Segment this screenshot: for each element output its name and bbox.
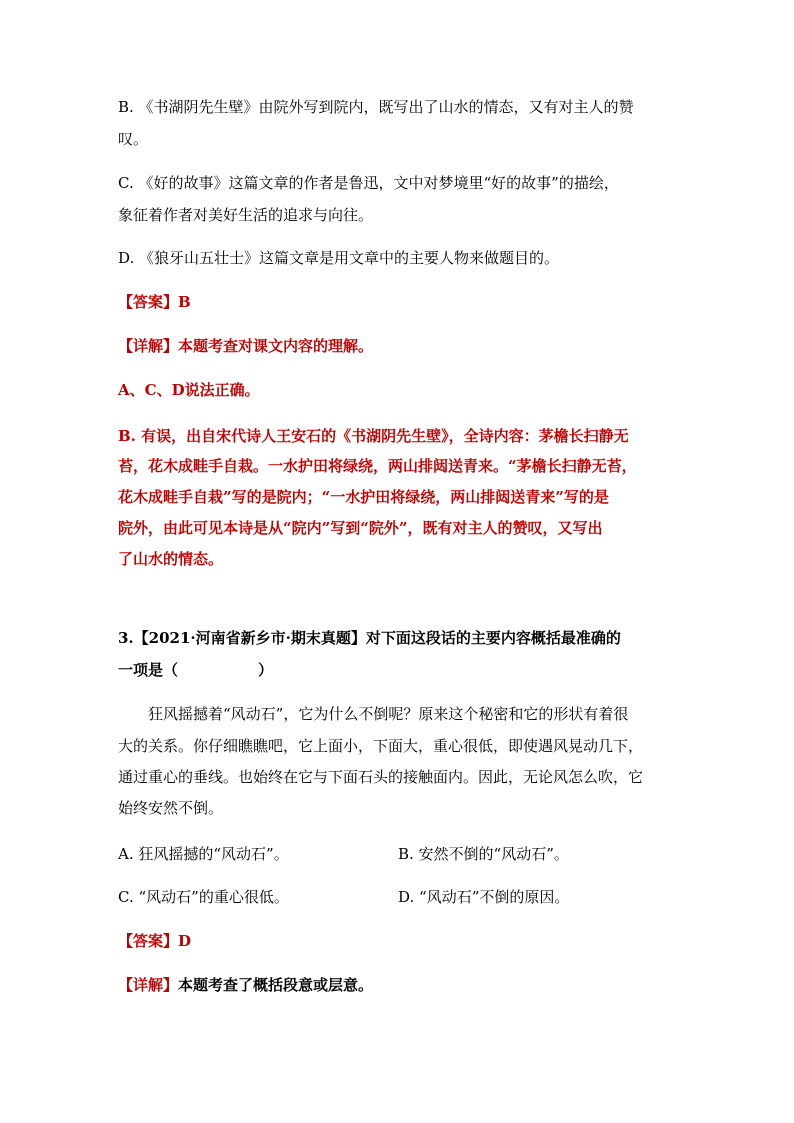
q3-stem: 对下面这段话的主要内容概括最准确的 — [365, 629, 621, 647]
q2-explanation-line1: A、C、D说法正确。 — [118, 381, 260, 399]
q3-option-c: C. “风动石”的重心很低。 — [118, 888, 289, 906]
answer-tag: 【答案】 — [118, 293, 179, 311]
q3-option-d: D. “风动石”不倒的原因。 — [398, 888, 570, 906]
q2-explanation-line3: 苔，花木成畦手自栽。一水护田将绿绕，两山排闼送青来。“茅檐长扫静无苔， — [118, 457, 637, 475]
q2-option-b-line1: B. 《书湖阴先生壁》由院外写到院内，既写出了山水的情态，又有对主人的赞 — [118, 98, 634, 116]
q3-stem-end: ） — [258, 661, 274, 679]
q2-option-c-line1: C. 《好的故事》这篇文章的作者是鲁迅，文中对梦境里“好的故事”的描绘， — [118, 174, 619, 192]
q2-option-d: D. 《狼牙山五壮士》这篇文章是用文章中的主要人物来做题目的。 — [118, 249, 560, 267]
q3-option-a: A. 狂风摇撼的“风动石”。 — [118, 845, 289, 863]
analysis-tag: 【详解】 — [118, 976, 179, 994]
q3-source: 【2021·河南省新乡市·期末真题】 — [133, 629, 366, 647]
q3-number: 3. — [118, 629, 134, 647]
answer-tag: 【答案】 — [118, 932, 179, 950]
q2-explanation-line2: B. 有误，出自宋代诗人王安石的《书湖阴先生壁》，全诗内容：茅檐长扫静无 — [118, 427, 629, 445]
analysis-text: 本题考查对课文内容的理解。 — [178, 337, 374, 355]
analysis-tag: 【详解】 — [118, 337, 179, 355]
q3-stem-line2 — [118, 659, 273, 681]
q3-answer-line — [118, 930, 191, 952]
q3-option-b: B. 安然不倒的“风动石”。 — [398, 845, 569, 863]
q3-passage-line3: 通过重心的垂线。也始终在它与下面石头的接触面内。因此，无论风怎么吹，它 — [118, 768, 644, 786]
q3-passage-line4: 始终安然不倒。 — [118, 799, 224, 817]
q3-stem-start: 一项是（ — [118, 661, 179, 679]
q2-explanation-line6: 了山水的情态。 — [118, 550, 224, 568]
analysis-text: 本题考查了概括段意或层意。 — [178, 976, 374, 994]
answer-value: B — [178, 293, 191, 311]
q2-analysis-line — [118, 335, 373, 357]
q3-stem-line1 — [118, 627, 621, 649]
q3-passage-line1: 狂风摇撼着“风动石”，它为什么不倒呢？原来这个秘密和它的形状有着很 — [148, 705, 629, 723]
q2-answer-line — [118, 291, 191, 313]
q3-passage-line2: 大的关系。你仔细瞧瞧吧，它上面小，下面大，重心很低，即使遇风晃动几下， — [118, 737, 644, 755]
q2-explanation-line5: 院外，由此可见本诗是从“院内”写到“院外”，既有对主人的赞叹，又写出 — [118, 519, 603, 537]
q3-analysis-line — [118, 974, 373, 996]
answer-value: D — [178, 932, 192, 950]
q2-explanation-line4: 花木成畦手自栽”写的是院内；“一水护田将绿绕，两山排闼送青来”写的是 — [118, 488, 609, 506]
q2-option-b-line2: 叹。 — [118, 130, 149, 148]
q2-option-c-line2: 象征着作者对美好生活的追求与向往。 — [118, 206, 374, 224]
